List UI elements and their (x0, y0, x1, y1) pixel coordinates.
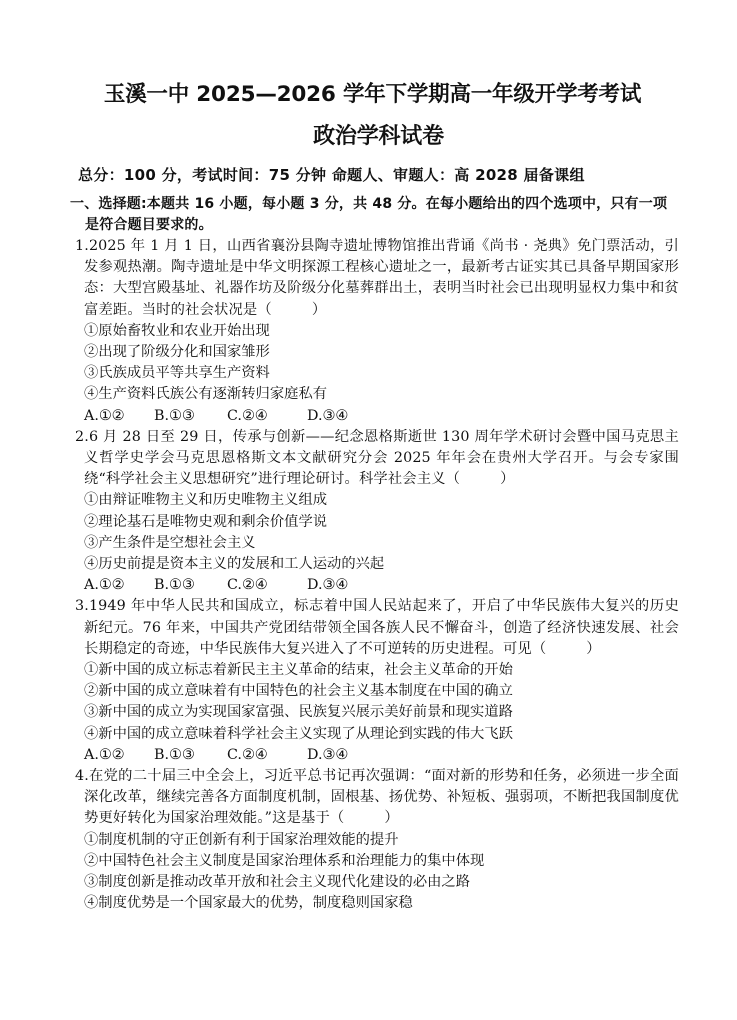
answer-choices (75, 406, 679, 427)
answer-choices (75, 575, 679, 596)
question-option: ④新中国的成立意味着科学社会主义实现了从理论到实践的伟大飞跃 (84, 725, 513, 742)
section-heading: 一、选择题:本题共 16 小题，每小题 3 分，共 48 分。在每小题给出的四个选项中，只有一项是符合题目要求的。 (70, 196, 668, 233)
question-option: ④历史前提是资本主义的发展和工人运动的兴起 (84, 556, 385, 573)
answer-choice: A.①② (84, 577, 125, 594)
question-stem (75, 596, 679, 660)
question-stem-text: 4.在党的二十届三中全会上，习近平总书记再次强调：“面对新的形势和任务，必须进一步全面深化改革，继续完善各方面制度机制，固根基、扬优势、补短板、强弱项，不断把我国制度优势更好转化为国家治理效能。”这是基于（ (75, 768, 679, 827)
question-stem (75, 766, 679, 830)
question-list (75, 236, 679, 915)
answer-choice: B.①③ (154, 407, 195, 424)
question-option: ③新中国的成立为实现国家富强、民族复兴展示美好前景和现实道路 (84, 704, 513, 721)
answer-choice: B.①③ (154, 577, 195, 594)
question-option: ②理论基石是唯物史观和剩余价值学说 (84, 513, 328, 530)
question-option: ①制度机制的守正创新有利于国家治理效能的提升 (84, 831, 399, 848)
question-item (75, 766, 679, 914)
question-stem (75, 427, 679, 491)
question-stem-end: ） (586, 640, 601, 657)
answer-choice: C.②④ (227, 577, 268, 594)
question-item (75, 236, 679, 427)
question-option: ①原始畜牧业和农业开始出现 (84, 322, 270, 339)
question-stem-text: 1.2025 年 1 月 1 日，山西省襄汾县陶寺遗址博物馆推出背诵《尚书 · 尧典》免门票活动，引发参观热潮。陶寺遗址是中华文明探源工程核心遗址之一，最新考古证实其已具备早期国家形态：大型宫殿基址、礼器作坊及阶级分化墓葬群出土，表明当时社会已出现明显权力集中和贫富差距。当时的社会状况是（ (75, 238, 679, 318)
question-stem-text: 2.6 月 28 日至 29 日，传承与创新——纪念恩格斯逝世 130 周年学术研讨会暨中国马克思主义哲学史学会马克思恩格斯文本文献研究分会 2025 年年会在贵州大学召开。与会专家围绕“科学社会主义思想研究”进行理论研讨。科学社会主义（ (75, 428, 679, 488)
answer-choice: C.②④ (227, 407, 268, 424)
question-item (75, 596, 679, 766)
answer-choices (75, 745, 679, 766)
question-option: ②中国特色社会主义制度是国家治理体系和治理能力的集中体现 (84, 852, 485, 869)
question-option: ③氏族成员平等共享生产资料 (84, 365, 270, 382)
question-stem-end: ） (384, 810, 399, 827)
answer-choice: C.②④ (227, 746, 268, 763)
question-stem (75, 236, 679, 321)
exam-subtitle: 政治学科试卷 (313, 124, 444, 149)
exam-meta: 总分：100 分，考试时间：75 分钟 命题人、审题人：高 2028 届备课组 (78, 166, 585, 184)
question-item (75, 427, 679, 597)
answer-choice: D.③④ (307, 407, 349, 424)
question-option: ②出现了阶级分化和国家雏形 (84, 344, 270, 361)
question-option: ①新中国的成立标志着新民主主义革命的结束，社会主义革命的开始 (84, 662, 513, 679)
question-option: ①由辩证唯物主义和历史唯物主义组成 (84, 492, 328, 509)
question-option: ③制度创新是推动改革开放和社会主义现代化建设的必由之路 (84, 874, 471, 891)
question-stem-end: ） (500, 471, 515, 488)
answer-choice: D.③④ (307, 577, 349, 594)
answer-choice: D.③④ (307, 746, 349, 763)
answer-choice: A.①② (84, 407, 125, 424)
question-stem-text: 3.1949 年中华人民共和国成立，标志着中国人民站起来了，开启了中华民族伟大复兴的历史新纪元。76 年来，中国共产党团结带领全国各族人民不懈奋斗，创造了经济快速发展、社会长期稳定的奇迹，中华民族伟大复兴进入了不可逆转的历史进程。可见（ (75, 598, 679, 657)
question-stem-end: ） (311, 301, 327, 318)
answer-choice: B.①③ (154, 746, 195, 763)
exam-title: 玉溪一中 2025—2026 学年下学期高一年级开学考考试 (103, 82, 642, 107)
question-option: ③产生条件是空想社会主义 (84, 534, 256, 551)
question-option: ④生产资料氏族公有逐渐转归家庭私有 (84, 386, 328, 403)
question-option: ②新中国的成立意味着有中国特色的社会主义基本制度在中国的确立 (84, 683, 513, 700)
answer-choice: A.①② (84, 746, 125, 763)
question-option: ④制度优势是一个国家最大的优势，制度稳则国家稳 (84, 895, 413, 912)
